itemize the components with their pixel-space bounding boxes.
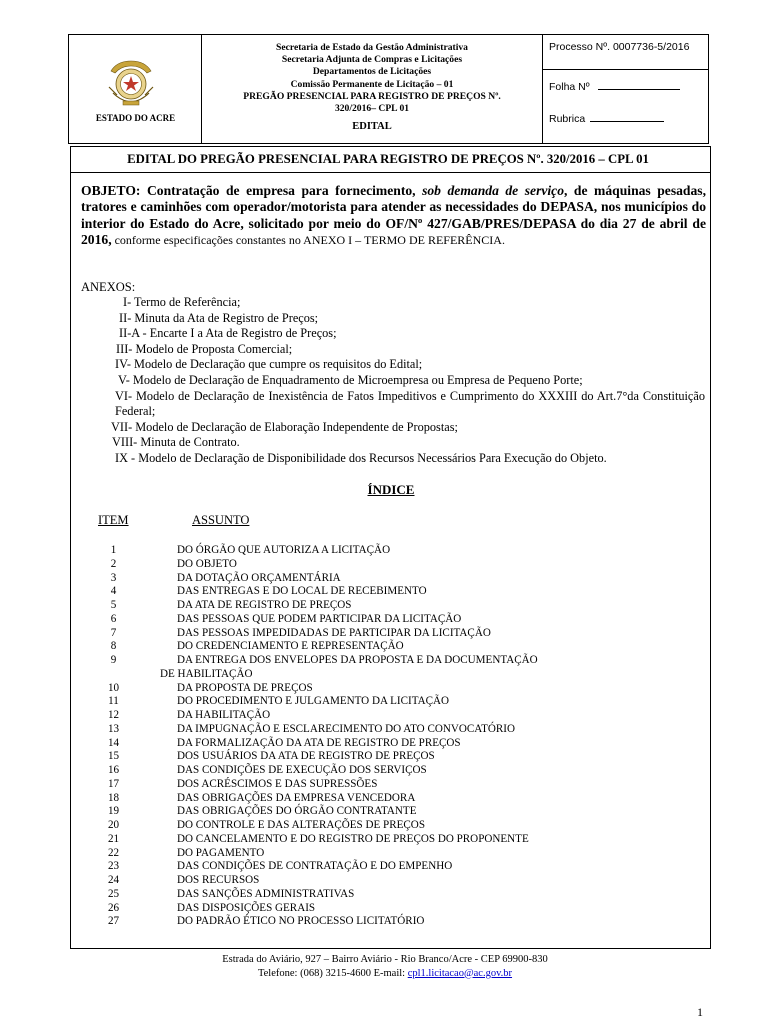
anexo-item-text: VI- Modelo de Declaração de Inexistência de Fatos Impeditivos e Cumprimento do XXXIII do Art.7°da Constituição Federal;	[115, 388, 705, 419]
index-table	[71, 544, 711, 929]
index-row	[71, 599, 711, 613]
index-item-number: 27	[107, 915, 120, 928]
index-item-subject: DA DOTAÇÃO ORÇAMENTÁRIA	[177, 571, 341, 584]
index-item-number: 13	[107, 722, 120, 735]
footer-email-link[interactable]: cpl1.licitacao@ac.gov.br	[407, 967, 513, 979]
anexo-item: IX - Modelo de Declaração de Disponibilidade dos Recursos Necessários Para Execução do Objeto.	[115, 450, 607, 465]
index-item-subject: DAS SANÇÕES ADMINISTRATIVAS	[177, 887, 355, 900]
anexo-item: IV- Modelo de Declaração que cumpre os requisitos do Edital;	[115, 357, 423, 372]
index-row	[71, 654, 711, 668]
index-item-subject: DAS PESSOAS QUE PODEM PARTICIPAR DA LICITAÇÃO	[177, 612, 462, 625]
index-row	[71, 902, 711, 916]
objeto-reference: conforme especificações constantes no ANEXO I – TERMO DE REFERÊNCIA.	[111, 233, 505, 248]
index-item-number: 24	[107, 874, 120, 886]
footer-address: Estrada do Aviário, 927 – Bairro Aviário - Rio Branco/Acre - CEP 69900-830	[222, 954, 548, 965]
page-number: 1	[697, 1005, 703, 1019]
objeto-label: OBJETO:	[81, 183, 141, 198]
index-row	[71, 805, 711, 819]
index-item-subject: DA PROPOSTA DE PREÇOS	[177, 681, 313, 694]
index-item-number: 11	[108, 695, 119, 708]
index-item-number: 6	[110, 612, 117, 625]
anexo-item: II- Minuta da Ata de Registro de Preços;	[119, 310, 319, 325]
index-item-subject: DA ATA DE REGISTRO DE PREÇOS	[177, 599, 352, 611]
index-item-number: 16	[107, 764, 120, 776]
objeto-paragraph	[81, 183, 706, 249]
index-row	[71, 888, 711, 902]
index-item-subject: DAS OBRIGAÇÕES DA EMPRESA VENCEDORA	[177, 791, 416, 804]
index-row	[71, 860, 711, 874]
index-row	[71, 778, 711, 792]
index-item-number: 20	[107, 819, 120, 831]
index-item-number: 23	[107, 860, 120, 873]
index-item-subject: DOS USUÁRIOS DA ATA DE REGISTRO DE PREÇOS	[177, 750, 435, 763]
index-item-subject: DA FORMALIZAÇÃO DA ATA DE REGISTRO DE PREÇOS	[177, 736, 461, 749]
index-item-subject: DAS CONDIÇÕES DE CONTRATAÇÃO E DO EMPENHO	[177, 860, 453, 873]
anexo-item: I- Termo de Referência;	[123, 295, 241, 309]
index-item-subject: DAS PESSOAS IMPEDIDADAS DE PARTICIPAR DA LICITAÇÃO	[177, 626, 491, 639]
anexos-title: ANEXOS:	[81, 280, 136, 294]
index-item-number: 22	[107, 846, 120, 859]
index-item-subject: DAS ENTREGAS E DO LOCAL DE RECEBIMENTO	[177, 585, 427, 598]
folha-field	[549, 81, 680, 93]
index-row	[71, 613, 711, 627]
index-item-number: 7	[110, 626, 117, 639]
index-item-subject: DO CONTROLE E DAS ALTERAÇÕES DE PREÇOS	[177, 819, 425, 831]
header-line: 320/2016– CPL 01	[334, 103, 410, 115]
anexo-item: VIII- Minuta de Contrato.	[112, 435, 240, 450]
item-column-header: ITEM	[98, 513, 129, 527]
index-row	[71, 750, 711, 764]
document-footer	[0, 953, 770, 980]
index-item-subject: DAS DISPOSIÇÕES GERAIS	[177, 901, 316, 914]
index-item-number: 4	[110, 585, 117, 598]
state-name: ESTADO DO ACRE	[95, 113, 176, 123]
header-line: PREGÃO PRESENCIAL PARA REGISTRO DE PREÇOS Nº.	[243, 90, 501, 102]
index-item-number: 18	[107, 791, 120, 804]
index-row	[71, 737, 711, 751]
document-header	[68, 34, 709, 144]
index-item-subject: DOS ACRÉSCIMOS E DAS SUPRESSÕES	[177, 777, 378, 790]
title-divider	[71, 172, 710, 173]
index-item-subject: DA IMPUGNAÇÃO E ESCLARECIMENTO DO ATO CONVOCATÓRIO	[177, 722, 515, 735]
index-item-number: 12	[107, 709, 120, 721]
index-item-subject: DO PADRÃO ÉTICO NO PROCESSO LICITATÓRIO	[177, 915, 425, 928]
index-item-subject: DO CREDENCIAMENTO E REPRESENTAÇÃO	[177, 640, 404, 653]
index-item-subject: DA HABILITAÇÃO	[177, 709, 271, 721]
index-row	[71, 847, 711, 861]
folha-label: Folha Nº	[549, 81, 590, 93]
index-item-number: 19	[107, 805, 120, 818]
header-line: Secretaria de Estado da Gestão Administrativa	[276, 42, 468, 53]
index-row	[71, 558, 711, 572]
objeto-text: , de máquinas pesadas, tratores e caminhões com operador/motorista para atender as necessidades do DEPASA, nos municípios do interior do Estado do Acre	[81, 183, 706, 231]
index-row	[71, 915, 711, 929]
index-item-subject: DO ÓRGÃO QUE AUTORIZA A LICITAÇÃO	[177, 544, 391, 556]
acre-coat-of-arms-icon	[107, 57, 155, 107]
header-institution-block	[202, 35, 543, 143]
index-item-subject-continuation: DE HABILITAÇÃO	[160, 667, 253, 680]
index-item-subject: DAS CONDIÇÕES DE EXECUÇÃO DOS SERVIÇOS	[177, 764, 427, 776]
index-row	[71, 585, 711, 599]
index-row-continuation	[71, 668, 711, 682]
anexo-item: II-A - Encarte I a Ata de Registro de Preços;	[119, 326, 337, 341]
index-item-number: 15	[107, 750, 120, 763]
indice-title: ÍNDICE	[367, 482, 415, 497]
header-line: Departamentos de Licitações	[312, 66, 432, 78]
footer-phone: Telefone: (068) 3215-4600 E-mail:	[257, 967, 408, 979]
edital-label: EDITAL	[352, 121, 392, 133]
index-item-subject: DO PROCEDIMENTO E JULGAMENTO DA LICITAÇÃO	[177, 695, 450, 708]
index-item-subject: DOS RECURSOS	[177, 874, 260, 886]
header-process-block	[543, 35, 708, 143]
header-logo-cell	[69, 35, 202, 143]
index-item-number: 1	[110, 544, 117, 556]
index-row	[71, 764, 711, 778]
index-row	[71, 792, 711, 806]
index-row	[71, 819, 711, 833]
footer-contact	[0, 967, 770, 981]
index-item-number: 21	[107, 832, 120, 845]
anexo-item	[71, 389, 711, 420]
objeto-text: , solicitado por meio do OF/Nº 427/GAB/PRES/DEPASA do dia 27 de abril de 2016,	[81, 215, 707, 248]
anexo-item: V- Modelo de Declaração de Enquadramento de Microempresa ou Empresa de Pequeno Porte;	[118, 372, 583, 387]
index-row	[71, 572, 711, 586]
index-row	[71, 695, 711, 709]
edital-title: EDITAL DO PREGÃO PRESENCIAL PARA REGISTRO DE PREÇOS Nº. 320/2016 – CPL 01	[127, 152, 649, 166]
anexos-list	[71, 295, 711, 467]
index-item-number: 14	[107, 736, 120, 749]
rubrica-field	[549, 113, 664, 125]
index-row	[71, 682, 711, 696]
index-row	[71, 833, 711, 847]
index-row	[71, 709, 711, 723]
index-item-subject: DO OBJETO	[177, 557, 237, 570]
folha-blank	[598, 81, 680, 90]
rubrica-label: Rubrica	[549, 113, 586, 125]
index-item-number: 26	[107, 901, 120, 914]
assunto-column-header: ASSUNTO	[192, 513, 250, 527]
anexo-item: VII- Modelo de Declaração de Elaboração Independente de Propostas;	[111, 419, 458, 434]
index-row	[71, 723, 711, 737]
header-line: Comissão Permanente de Licitação – 01	[290, 78, 454, 90]
objeto-text: Contratação de empresa para fornecimento,	[140, 183, 423, 198]
edital-body	[70, 146, 711, 949]
index-item-number: 10	[107, 681, 120, 694]
index-row	[71, 627, 711, 641]
header-line: Secretaria Adjunta de Compras e Licitações	[281, 54, 463, 66]
index-item-number: 8	[110, 640, 117, 653]
index-row	[71, 640, 711, 654]
anexo-item: III- Modelo de Proposta Comercial;	[116, 341, 293, 356]
index-item-subject: DAS OBRIGAÇÕES DO ÓRGÃO CONTRATANTE	[177, 805, 417, 818]
index-row	[71, 544, 711, 558]
index-item-number: 5	[110, 599, 117, 611]
index-item-subject: DO PAGAMENTO	[177, 846, 265, 859]
rubrica-blank	[590, 113, 664, 122]
objeto-italic: sob demanda de serviço	[422, 183, 564, 198]
index-item-number: 3	[110, 571, 117, 584]
index-row	[71, 874, 711, 888]
index-item-number: 2	[110, 557, 117, 570]
index-item-number: 17	[107, 777, 120, 790]
index-item-number: 25	[107, 887, 120, 900]
process-number: Processo Nº. 0007736-5/2016	[549, 41, 690, 53]
index-item-number: 9	[110, 654, 117, 666]
index-item-subject: DA ENTREGA DOS ENVELOPES DA PROPOSTA E DA DOCUMENTAÇÃO	[177, 654, 538, 666]
index-item-subject: DO CANCELAMENTO E DO REGISTRO DE PREÇOS DO PROPONENTE	[177, 832, 529, 845]
